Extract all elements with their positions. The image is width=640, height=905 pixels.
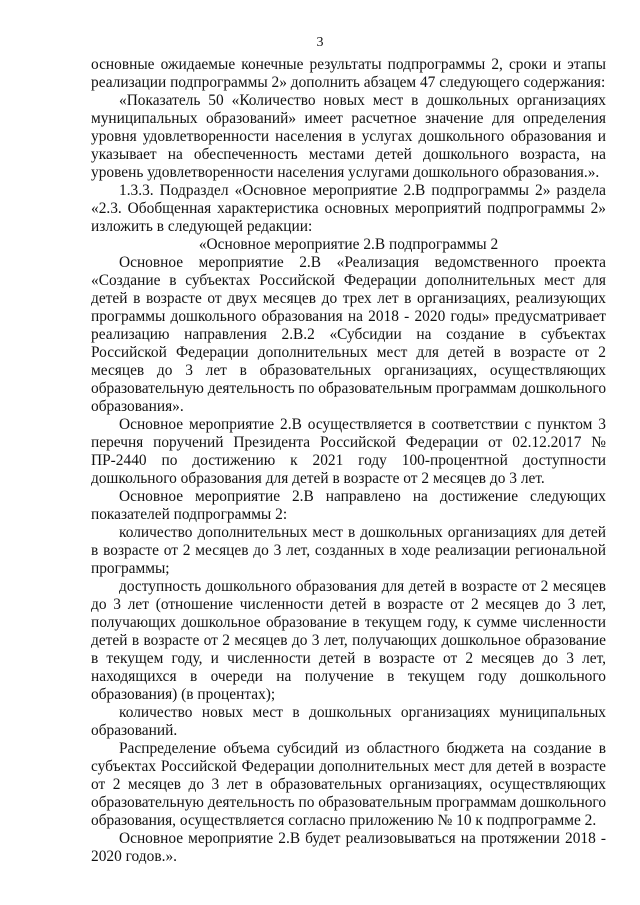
paragraph-measure-description: Основное мероприятие 2.В «Реализация ведомственного проекта «Создание в субъектах Российской Федерации дополнительных мест для детей в возрасте от двух месяцев до трех лет в организациях, реализующих программы дошкольного образования на 2018 - 2020 годы» предусматривает реализацию направления 2.В.2 «Субсидии на создание в субъектах Российской Федерации дополнительных мест для детей в возрасте от 2 месяцев до 3 лет в образовательных организациях, осуществляющих образовательную деятельность по образовательным программам дошкольного образования». <box>91 254 607 415</box>
paragraph-indicators-intro: Основное мероприятие 2.В направлено на достижение следующих показателей подпрограммы 2: <box>91 488 606 523</box>
list-item-accessibility: доступность дошкольного образования для детей в возрасте от 2 месяцев до 3 лет (отношение численности детей в возрасте от 2 месяцев до 3 лет, получающих дошкольное образование в текущем году, к сумме численности детей в возрасте от 2 месяцев до 3 лет, получающих дошкольное образование в текущем году, и численности детей в возрасте от 2 месяцев до 3 лет, находящихся в очереди на получение в текущем году дошкольного образования) (в процентах); <box>91 578 606 703</box>
paragraph-implementation-period: Основное мероприятие 2.В будет реализовываться на протяжении 2018 - 2020 годов.». <box>91 830 606 865</box>
section-heading: «Основное мероприятие 2.В подпрограммы 2 <box>198 236 499 253</box>
paragraph-subsidy-distribution: Распределение объема субсидий из областного бюджета на создание в субъектах Российской Федерации дополнительных мест для детей в возрасте от 2 месяцев до 3 лет в образовательных организациях, осуществляющих образовательную деятельность по образовательным программам дошкольного образования, осуществляется согласно приложению № 10 к подпрограмме 2. <box>91 740 607 829</box>
document-body <box>91 56 606 866</box>
paragraph-1-3-3: 1.3.3. Подраздел «Основное мероприятие 2.В подпрограммы 2» раздела «2.3. Обобщенная характеристика основных мероприятий подпрограммы 2» изложить в следующей редакции: <box>91 182 606 235</box>
paragraph-continuation: основные ожидаемые конечные результаты подпрограммы 2, сроки и этапы реализации подпрограммы 2» дополнить абзацем 47 следующего содержания: <box>91 56 606 91</box>
page-number: 3 <box>316 35 324 50</box>
list-item-additional-places: количество дополнительных мест в дошкольных организациях для детей в возрасте от 2 месяцев до 3 лет, созданных в ходе реализации региональной программы; <box>91 524 606 577</box>
paragraph-presidential-order: Основное мероприятие 2.В осуществляется в соответствии с пунктом 3 перечня поручений Президента Российской Федерации от 02.12.2017 № ПР-2440 по достижению к 2021 году 100-процентной доступности дошкольного образования для детей в возрасте от 2 месяцев до 3 лет. <box>91 416 606 487</box>
paragraph-indicator-50: «Показатель 50 «Количество новых мест в дошкольных организациях муниципальных образований» имеет расчетное значение для определения уровня удовлетворенности населения в услугах дошкольного образования и указывает на обеспеченность местами детей дошкольного возраста, на уровень удовлетворенности населения услугами дошкольного образования.». <box>91 92 606 181</box>
list-item-new-places: количество новых мест в дошкольных организациях муниципальных образований. <box>91 704 606 739</box>
